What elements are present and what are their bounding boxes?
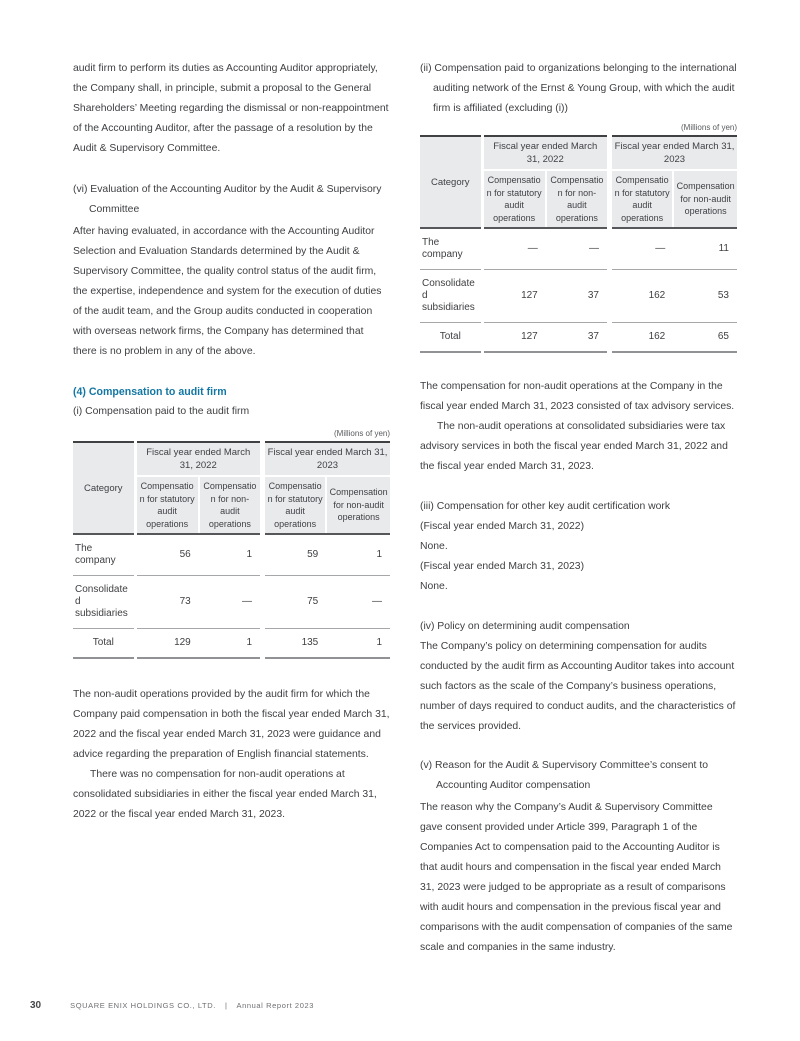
fy2023-group-header: Fiscal year ended March 31, 2023 — [263, 442, 391, 476]
fy2023-label: (Fiscal year ended March 31, 2023) — [420, 561, 585, 572]
section-heading-iv: (iv) Policy on determining audit compensation — [420, 621, 630, 632]
cell-value: 162 — [610, 323, 674, 353]
section-heading-v-line1: (v) Reason for the Audit & Supervisory Committee’s consent to — [420, 760, 708, 771]
cell-value: 129 — [135, 629, 199, 659]
cell-value: 1 — [326, 629, 390, 659]
nonaudit-subheader: Compensation for non-audit operations — [673, 170, 737, 228]
section-heading-v — [420, 756, 737, 796]
cell-value: — — [546, 228, 610, 270]
right-column — [420, 59, 737, 958]
category-header-cell: Category — [73, 442, 135, 534]
footer-separator: | — [224, 1001, 228, 1010]
fy2023-group-header: Fiscal year ended March 31, 2023 — [610, 136, 738, 170]
section-heading-i: (i) Compensation paid to the audit firm — [73, 406, 250, 417]
statutory-subheader: Compensation for statutory audit operations — [263, 476, 327, 534]
cell-value: 127 — [482, 270, 546, 323]
fy2022-group-header: Fiscal year ended March 31, 2022 — [135, 442, 263, 476]
footer-report-title: Annual Report 2023 — [236, 1001, 315, 1010]
cell-value: — — [326, 576, 390, 629]
statutory-subheader: Compensation for statutory audit operations — [135, 476, 199, 534]
table-row — [73, 534, 390, 576]
table-header-row-groups — [73, 442, 390, 476]
table-row-total — [73, 629, 390, 659]
nonaudit-subheader: Compensation for non-audit operations — [546, 170, 610, 228]
footer-company: SQUARE ENIX HOLDINGS CO., LTD. — [70, 1001, 216, 1010]
section-heading-4: (4) Compensation to audit firm — [73, 386, 227, 398]
nonaudit-paragraph-1: The non-audit operations provided by the audit firm for which the Company paid compensation in both the fiscal year ended March 31, 2022 and the fiscal year ended March 31, 2023 were guidance and advice regarding the preparation of English financial statements. — [73, 689, 390, 760]
policy-paragraph: The Company’s policy on determining compensation for audits conducted by the audit firm as Accounting Auditor takes into account such factors as the scale of the Company’s business operations, number of days required to conduct audits, and the characteristics of the services provided. — [420, 641, 736, 732]
cell-value: — — [610, 228, 674, 270]
row-label: Total — [73, 629, 135, 659]
cell-value: 135 — [263, 629, 327, 659]
nonaudit-subheader: Compensation for non-audit operations — [326, 476, 390, 534]
cell-value: 11 — [673, 228, 737, 270]
cell-value: 1 — [199, 629, 263, 659]
statutory-subheader: Compensation for statutory audit operations — [482, 170, 546, 228]
footer-company-line — [70, 1001, 314, 1010]
cell-value: 56 — [135, 534, 199, 576]
cell-value: 1 — [326, 534, 390, 576]
none-value: None. — [420, 581, 448, 592]
page-footer — [0, 1000, 800, 1011]
compensation-paragraph-2: The non-audit operations at consolidated subsidiaries were tax advisory services in both the fiscal year ended March 31, 2022 and the fiscal year ended March 31, 2023. — [420, 421, 728, 472]
section-heading-v-line2: Accounting Auditor compensation — [436, 780, 591, 791]
compensation-paragraph-1: The compensation for non-audit operations at the Company in the fiscal year ended March 31, 2023 consisted of tax advisory services. — [420, 381, 735, 412]
cell-value: 75 — [263, 576, 327, 629]
table-header-row-groups — [420, 136, 737, 170]
row-label: Consolidated subsidiaries — [420, 270, 482, 323]
cell-value: 37 — [546, 323, 610, 353]
section-heading-iii: (iii) Compensation for other key audit certification work — [420, 501, 671, 512]
cell-value: — — [482, 228, 546, 270]
statutory-subheader: Compensation for statutory audit operations — [610, 170, 674, 228]
table-row-total — [420, 323, 737, 353]
page-number: 30 — [30, 1000, 42, 1011]
cell-value: 1 — [199, 534, 263, 576]
section-heading-vi-line2: Committee — [89, 204, 140, 215]
unit-note: (Millions of yen) — [680, 123, 737, 132]
cell-value: 59 — [263, 534, 327, 576]
table-row — [420, 228, 737, 270]
fy2022-label: (Fiscal year ended March 31, 2022) — [420, 521, 585, 532]
reason-paragraph: The reason why the Company’s Audit & Supervisory Committee gave consent provided under Article 399, Paragraph 1 of the Companies Act to compensation paid to the Accounting Auditor is that audit hours and compensation in the fiscal year ended March 31, 2023 were judged to be appropriate as a result of comparisons with audit hours and compensation in the previous fiscal year and comparisons with the audit compensation of companies of the same scale and companies in the same industry. — [420, 802, 733, 953]
table-row — [420, 270, 737, 323]
cell-value: 73 — [135, 576, 199, 629]
cell-value: 53 — [673, 270, 737, 323]
section-heading-ii: (ii) Compensation paid to organizations belonging to the international auditing network of the Ernst & Young Group, with which the audit firm is affiliated (excluding (i)) — [420, 63, 737, 114]
cell-value: 65 — [673, 323, 737, 353]
row-label: Total — [420, 323, 482, 353]
row-label: The company — [420, 228, 482, 270]
section-heading-vi-line1: (vi) Evaluation of the Accounting Auditor by the Audit & Supervisory — [73, 184, 382, 195]
none-value: None. — [420, 541, 448, 552]
cell-value: 162 — [610, 270, 674, 323]
section-heading-vi — [73, 180, 390, 220]
row-label: Consolidated subsidiaries — [73, 576, 135, 629]
unit-note: (Millions of yen) — [333, 429, 390, 438]
cell-value: — — [199, 576, 263, 629]
table-row — [73, 576, 390, 629]
cell-value: 37 — [546, 270, 610, 323]
cell-value: 127 — [482, 323, 546, 353]
network-compensation-table — [420, 135, 737, 353]
row-label: The company — [73, 534, 135, 576]
left-column — [73, 59, 390, 958]
intro-paragraph: audit firm to perform its duties as Accounting Auditor appropriately, the Company shall, in principle, submit a proposal to the General Shareholders’ Meeting regarding the dismissal or non-reappointment of the Accounting Auditor, after the passage of a resolution by the Audit & Supervisory Committee. — [73, 63, 389, 154]
evaluation-paragraph: After having evaluated, in accordance with the Accounting Auditor Selection and Evaluation Standards determined by the Audit & Supervisory Committee, the quality control status of the audit firm, the expertise, independence and system for the execution of duties of the audit team, and the Group audits conducted in cooperation with overseas network firms, the Company has determined that there is no problem in any of the above. — [73, 226, 382, 357]
nonaudit-subheader: Compensation for non-audit operations — [199, 476, 263, 534]
audit-firm-compensation-table — [73, 441, 390, 659]
category-header-cell: Category — [420, 136, 482, 228]
nonaudit-paragraph-2: There was no compensation for non-audit operations at consolidated subsidiaries in either the fiscal year ended March 31, 2022 or the fiscal year ended March 31, 2023. — [73, 769, 377, 820]
fy2022-group-header: Fiscal year ended March 31, 2022 — [482, 136, 610, 170]
